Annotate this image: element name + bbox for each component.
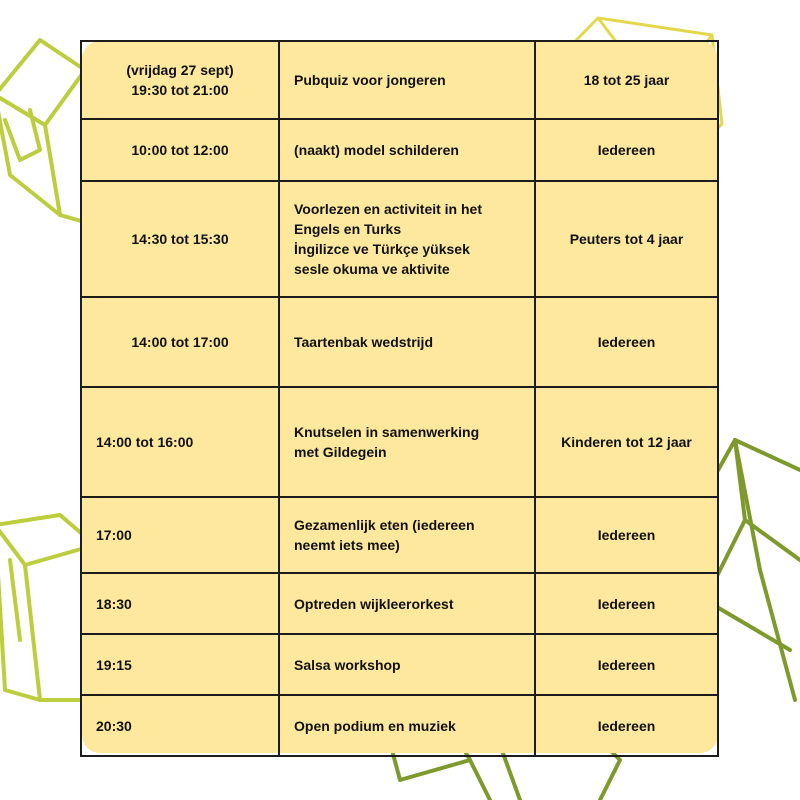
activity-text: (naakt) model schilderen: [294, 142, 459, 158]
activity-cell: [279, 387, 535, 497]
activity-text: Engels en Turks: [294, 221, 402, 237]
time-text: 18:30: [96, 595, 132, 612]
audience-text: Iedereen: [597, 717, 656, 734]
audience-cell: [535, 497, 718, 573]
audience-cell: [535, 119, 718, 181]
table-row: [81, 695, 718, 756]
activity-cell: [279, 41, 535, 119]
table-row: [81, 119, 718, 181]
activity-text: Knutselen in samenwerking: [294, 424, 480, 440]
time-text: (vrijdag 27 sept): [126, 62, 234, 78]
activity-text: Voorlezen en activiteit in het: [294, 201, 483, 217]
audience-text: Iedereen: [597, 656, 656, 673]
time-cell: [81, 634, 279, 695]
audience-text: Iedereen: [597, 334, 656, 350]
table-row: [81, 387, 718, 497]
table-row: [81, 497, 718, 573]
activity-cell: [279, 181, 535, 297]
time-text: 14:00 tot 16:00: [96, 434, 194, 450]
time-text: 20:30: [96, 717, 132, 734]
time-cell: [81, 41, 279, 119]
audience-text: Iedereen: [597, 595, 656, 612]
audience-cell: [535, 573, 718, 634]
audience-cell: [535, 297, 718, 387]
activity-text: Open podium en muziek: [294, 717, 456, 734]
time-text: 10:00 tot 12:00: [131, 142, 229, 158]
activity-text: Salsa workshop: [294, 656, 401, 673]
activity-text: sesle okuma ve aktivite: [294, 261, 450, 277]
activity-text: Gezamenlijk eten (iedereen: [294, 517, 475, 533]
activity-cell: [279, 297, 535, 387]
time-text: 14:00 tot 17:00: [131, 334, 229, 350]
time-text: 14:30 tot 15:30: [131, 231, 229, 247]
audience-text: Peuters tot 4 jaar: [569, 231, 684, 247]
activity-cell: [279, 497, 535, 573]
time-cell: [81, 297, 279, 387]
activity-cell: [279, 573, 535, 634]
activity-cell: [279, 634, 535, 695]
activity-text: met Gildegein: [294, 444, 387, 460]
time-cell: [81, 695, 279, 756]
audience-text: 18 tot 25 jaar: [583, 72, 670, 88]
audience-cell: [535, 387, 718, 497]
activity-cell: [279, 695, 535, 756]
audience-text: Iedereen: [597, 527, 656, 543]
time-text: 17:00: [96, 527, 132, 543]
activity-text: Optreden wijkleerorkest: [294, 595, 454, 612]
time-text: 19:15: [96, 656, 132, 673]
audience-cell: [535, 634, 718, 695]
activity-text: İngilizce ve Türkçe yüksek: [294, 241, 470, 257]
time-cell: [81, 497, 279, 573]
audience-cell: [535, 695, 718, 756]
audience-cell: [535, 181, 718, 297]
activity-text: Taartenbak wedstrijd: [294, 334, 434, 350]
time-cell: [81, 387, 279, 497]
activity-text: neemt iets mee): [294, 537, 400, 553]
audience-text: Iedereen: [597, 142, 656, 158]
table-row: [81, 181, 718, 297]
time-cell: [81, 181, 279, 297]
time-text: 19:30 tot 21:00: [131, 82, 229, 98]
audience-cell: [535, 41, 718, 119]
schedule-table: [80, 40, 719, 757]
time-cell: [81, 573, 279, 634]
activity-cell: [279, 119, 535, 181]
time-cell: [81, 119, 279, 181]
table-row: [81, 41, 718, 119]
audience-text: Kinderen tot 12 jaar: [561, 434, 692, 450]
table-row: [81, 634, 718, 695]
table-row: [81, 573, 718, 634]
activity-text: Pubquiz voor jongeren: [294, 72, 446, 88]
table-row: [81, 297, 718, 387]
